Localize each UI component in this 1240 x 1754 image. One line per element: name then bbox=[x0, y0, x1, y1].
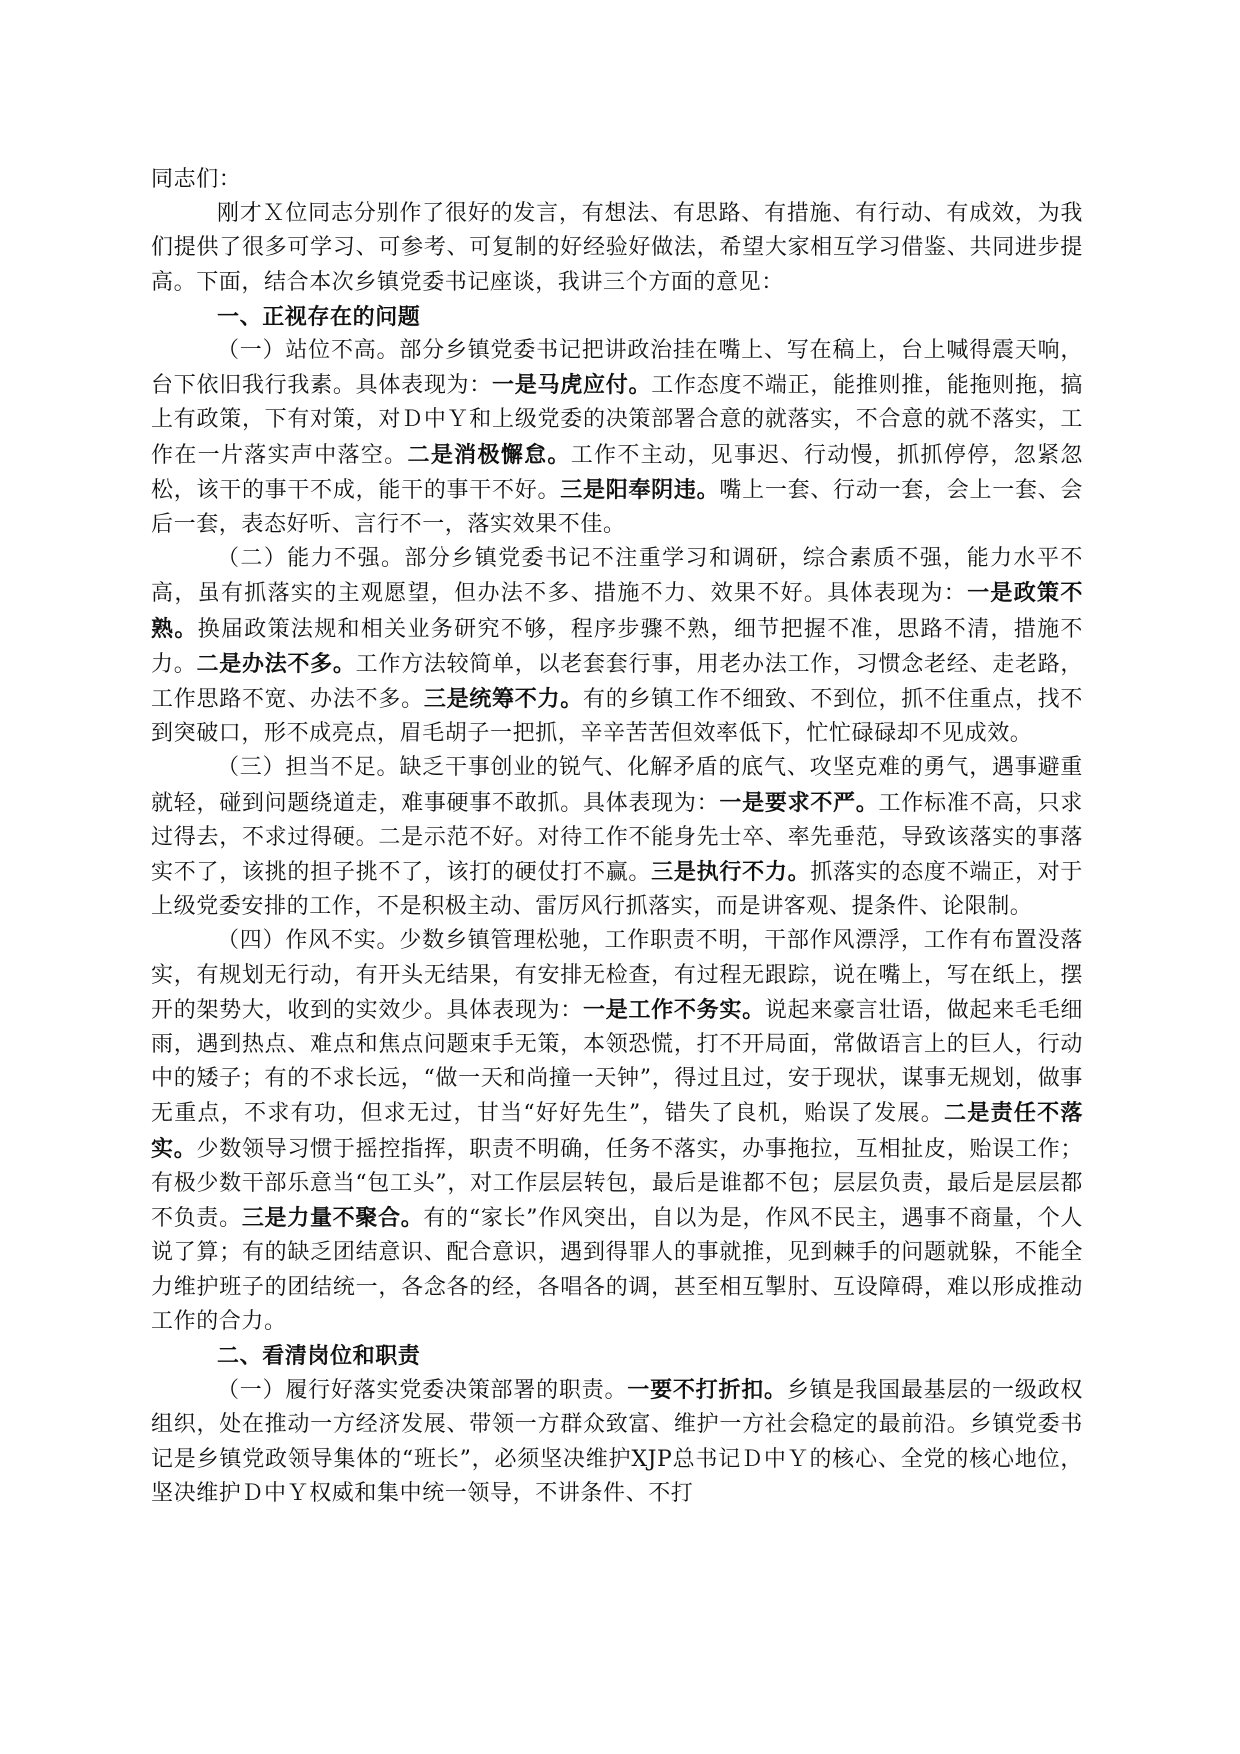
point-text: 乡镇是我国最基层的一级政权组织，处在推动一方经济发展、带领一方群众致富、维护一方社会稳定的最前沿。乡镇党委书记是乡镇党政领导集体的“班长”，必须坚决维护XJP总书记Ｄ中Ｙ的核心、全党的核心地位，坚决维护Ｄ中Ｙ权威和集中统一领导，不讲条件、不打 bbox=[151, 1378, 1083, 1506]
paragraph-stance bbox=[151, 334, 1083, 542]
paragraph-responsibility bbox=[151, 751, 1083, 924]
paragraph-lead: （一）履行好落实党委决策部署的职责。 bbox=[217, 1378, 628, 1404]
bold-point: 一是政策不熟。 bbox=[151, 580, 1083, 642]
bold-point: 三是执行不力。 bbox=[651, 859, 811, 886]
paragraph-lead: （二）能力不强。部分乡镇党委书记不注重学习和调研，综合素质不强，能力水平不高，虽有抓落实的主观愿望，但办法不多、措施不力、效果不好。具体表现为： bbox=[151, 546, 1083, 607]
section-heading-2: 二、看清岗位和职责 bbox=[217, 1342, 421, 1369]
document-body bbox=[151, 163, 1083, 1511]
bold-point: 一是马虎应付。 bbox=[492, 372, 652, 399]
point-text: 工作态度不端正，能推则推，能拖则拖，搞上有政策，下有对策，对Ｄ中Ｙ和上级党委的决策部署合意的就落实，不合意的就不落实，工作在一片落实声中落空。 bbox=[151, 373, 1084, 468]
point-text: 工作方法较简单，以老套套行事，用老办法工作，习惯念老经、走老路，工作思路不宽、办法不多。 bbox=[151, 651, 1084, 713]
point-text: 抓落实的态度不端正，对于上级党委安排的工作，不是积极主动、雷厉风行抓落实，而是讲客观、提条件、论限制。 bbox=[151, 860, 1084, 920]
point-text: 说起来豪言壮语，做起来毛毛细雨，遇到热点、难点和焦点问题束手无策，本领恐慌，打不开局面，常做语言上的巨人，行动中的矮子；有的不求长远，“做一天和尚撞一天钟”，得过且过，安于现状，谋事无规划，做事无重点，不求有功，但求无过，甘当“好好先生”，错失了良机，贻误了发展。 bbox=[151, 997, 1084, 1127]
bold-point: 一是要求不严。 bbox=[719, 789, 879, 816]
point-text: 少数领导习惯于摇控指挥，职责不明确，任务不落实，办事拖拉，互相扯皮，贻误工作；有极少数干部乐意当“包工头”，对工作层层转包，最后是谁都不包；层层负责，最后是层层都不负责。 bbox=[151, 1136, 1084, 1232]
bold-point: 二是办法不多。 bbox=[196, 650, 356, 677]
point-text: 工作不主动，见事迟、行动慢，抓抓停停，忽紧忽松，该干的事干不成，能干的事干不好。 bbox=[151, 442, 1084, 503]
greeting: 同志们： bbox=[151, 167, 242, 192]
bold-point: 三是统筹不力。 bbox=[423, 686, 583, 713]
paragraph-lead: （一）站位不高。部分乡镇党委书记把讲政治挂在嘴上、写在稿上，台上喊得震天响，台下依旧我行我素。具体表现为： bbox=[151, 338, 1083, 399]
paragraph-duties bbox=[151, 1373, 1083, 1511]
section-heading-1: 一、正视存在的问题 bbox=[217, 303, 421, 330]
point-text: 嘴上一套、行动一套，会上一套、会后一套，表态好听、言行不一，落实效果不佳。 bbox=[151, 477, 1084, 538]
paragraph-lead: （三）担当不足。缺乏干事创业的锐气、化解矛盾的底气、攻坚克难的勇气，遇事避重就轻，碰到问题绕道走，难事硬事不敢抓。具体表现为： bbox=[151, 755, 1083, 816]
bold-point: 一要不打折扣。 bbox=[627, 1377, 787, 1404]
bold-point: 一是工作不务实。 bbox=[582, 996, 765, 1023]
point-text: 换届政策法规和相关业务研究不够，程序步骤不熟，细节把握不准，思路不清，措施不力。 bbox=[151, 616, 1083, 677]
paragraph-ability bbox=[151, 542, 1083, 751]
bold-point: 三是力量不聚合。 bbox=[241, 1205, 424, 1232]
point-text: 有的乡镇工作不细致、不到位，抓不住重点，找不到突破口，形不成亮点，眉毛胡子一把抓，辛辛苦苦但效率低下，忙忙碌碌却不见成效。 bbox=[151, 687, 1084, 747]
point-text: 工作标准不高，只求过得去，不求过得硬。二是示范不好。对待工作不能身先士卒、率先垂范，导致该落实的事落实不了，该挑的担子挑不了，该打的硬仗打不赢。 bbox=[151, 790, 1084, 886]
paragraph-work-style bbox=[151, 924, 1083, 1338]
paragraph-lead: （四）作风不实。少数乡镇管理松驰，工作职责不明，干部作风漂浮，工作有布置没落实，有规划无行动，有开头无结果，有安排无检查，有过程无跟踪，说在嘴上，写在纸上，摆开的架势大，收到的实效少。具体表现为： bbox=[151, 928, 1083, 1023]
bold-point: 三是阳奉阴违。 bbox=[560, 476, 720, 503]
intro-paragraph: 刚才Ｘ位同志分别作了很好的发言，有想法、有思路、有措施、有行动、有成效，为我们提供了很多可学习、可参考、可复制的好经验好做法，希望大家相互学习借鉴、共同进步提高。下面，结合本次乡镇党委书记座谈，我讲三个方面的意见： bbox=[151, 201, 1083, 295]
bold-point: 二是责任不落实。 bbox=[151, 1100, 1083, 1162]
point-text: 有的“家长”作风突出，自以为是，作风不民主，遇事不商量，个人说了算；有的缺乏团结意识、配合意识，遇到得罪人的事就推，见到棘手的问题就躲，不能全力维护班子的团结统一，各念各的经，各唱各的调，甚至相互掣肘、互设障碍，难以形成推动工作的合力。 bbox=[151, 1206, 1083, 1334]
bold-point: 二是消极懈怠。 bbox=[407, 441, 571, 468]
